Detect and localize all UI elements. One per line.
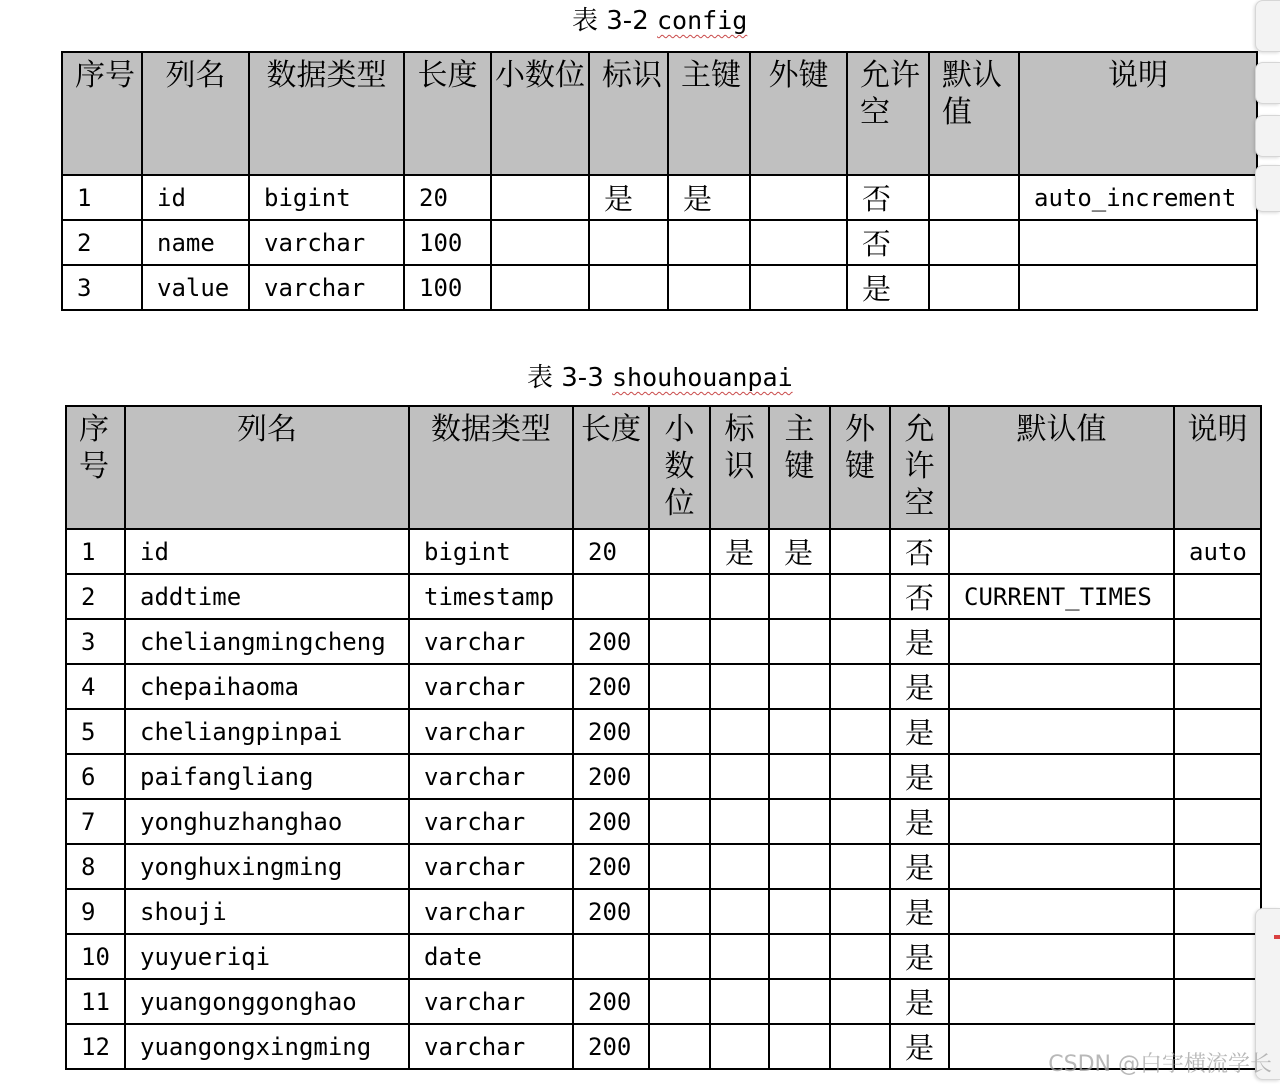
header-label: 标识 bbox=[724, 412, 755, 484]
cell-default-value bbox=[929, 265, 1019, 310]
cell-length: 200 bbox=[573, 1024, 649, 1069]
cell-data-type: bigint bbox=[409, 529, 573, 574]
table-row bbox=[62, 175, 1257, 220]
table-row bbox=[66, 754, 1261, 799]
cell-index: 11 bbox=[66, 979, 125, 1024]
config-table bbox=[61, 51, 1258, 311]
cell-primary-key: 是 bbox=[668, 175, 750, 220]
cell-nullable: 否 bbox=[847, 220, 929, 265]
header-label: 标识 bbox=[602, 58, 662, 93]
header-label: 序号 bbox=[79, 412, 109, 484]
header-label: 序号 bbox=[75, 58, 135, 93]
cell-default-value bbox=[949, 844, 1174, 889]
cell-foreign-key bbox=[830, 979, 890, 1024]
header-column-name bbox=[142, 52, 249, 175]
cell-nullable: 是 bbox=[890, 664, 949, 709]
side-tab[interactable] bbox=[1255, 0, 1280, 52]
cell-index: 3 bbox=[66, 619, 125, 664]
cell-identity bbox=[589, 265, 668, 310]
cell-identity bbox=[710, 844, 769, 889]
cell-length: 20 bbox=[404, 175, 491, 220]
cell-data-type: varchar bbox=[409, 844, 573, 889]
header-decimals bbox=[649, 406, 710, 529]
cell-nullable: 是 bbox=[890, 1024, 949, 1069]
header-data-type bbox=[409, 406, 573, 529]
cell-column-name: cheliangmingcheng bbox=[125, 619, 409, 664]
cell-default-value bbox=[949, 709, 1174, 754]
table2-caption bbox=[527, 361, 793, 395]
table-header-row bbox=[66, 406, 1261, 529]
cell-nullable: 是 bbox=[890, 619, 949, 664]
table-header-row bbox=[62, 52, 1257, 175]
cell-identity: 是 bbox=[710, 529, 769, 574]
cell-description bbox=[1174, 979, 1261, 1024]
cell-decimals bbox=[491, 265, 589, 310]
table-row bbox=[66, 619, 1261, 664]
table-row bbox=[66, 709, 1261, 754]
cell-index: 1 bbox=[66, 529, 125, 574]
header-nullable bbox=[847, 52, 929, 175]
cell-decimals bbox=[649, 709, 710, 754]
cell-default-value bbox=[949, 619, 1174, 664]
cell-primary-key bbox=[769, 934, 830, 979]
header-label: 数据类型 bbox=[266, 58, 387, 93]
cell-length: 100 bbox=[404, 220, 491, 265]
cell-default-value bbox=[949, 799, 1174, 844]
cell-length: 200 bbox=[573, 664, 649, 709]
cell-index: 3 bbox=[62, 265, 142, 310]
cell-description bbox=[1174, 664, 1261, 709]
table-row bbox=[62, 220, 1257, 265]
cell-default-value bbox=[949, 934, 1174, 979]
cell-data-type: varchar bbox=[409, 619, 573, 664]
header-label: 主键 bbox=[681, 58, 741, 93]
cell-description bbox=[1174, 574, 1261, 619]
header-identity bbox=[710, 406, 769, 529]
watermark: CSDN @白宇横流学长 bbox=[1048, 1052, 1272, 1077]
cell-decimals bbox=[649, 889, 710, 934]
table-row bbox=[66, 844, 1261, 889]
cell-nullable: 是 bbox=[890, 979, 949, 1024]
header-column-name bbox=[125, 406, 409, 529]
cell-identity bbox=[710, 574, 769, 619]
cell-nullable: 是 bbox=[890, 799, 949, 844]
side-tab[interactable] bbox=[1255, 165, 1280, 212]
cell-data-type: varchar bbox=[249, 265, 404, 310]
cell-length: 200 bbox=[573, 754, 649, 799]
header-label: 列名 bbox=[237, 412, 297, 447]
header-label: 列名 bbox=[165, 58, 226, 93]
cell-data-type: varchar bbox=[409, 979, 573, 1024]
cell-length: 200 bbox=[573, 709, 649, 754]
cell-column-name: cheliangpinpai bbox=[125, 709, 409, 754]
cell-decimals bbox=[649, 574, 710, 619]
cell-nullable: 是 bbox=[890, 709, 949, 754]
cell-primary-key bbox=[769, 799, 830, 844]
cell-decimals bbox=[649, 619, 710, 664]
cell-data-type: varchar bbox=[409, 889, 573, 934]
header-default-value bbox=[929, 52, 1019, 175]
header-data-type bbox=[249, 52, 404, 175]
cell-index: 7 bbox=[66, 799, 125, 844]
cell-data-type: varchar bbox=[409, 709, 573, 754]
header-description bbox=[1174, 406, 1261, 529]
cell-column-name: name bbox=[142, 220, 249, 265]
cell-column-name: yuangongxingming bbox=[125, 1024, 409, 1069]
cell-nullable: 否 bbox=[890, 574, 949, 619]
header-default-value bbox=[949, 406, 1174, 529]
header-foreign-key bbox=[830, 406, 890, 529]
cell-default-value bbox=[949, 529, 1174, 574]
cell-data-type: date bbox=[409, 934, 573, 979]
cell-primary-key bbox=[668, 220, 750, 265]
cell-primary-key bbox=[769, 979, 830, 1024]
header-label: 默认值 bbox=[1016, 412, 1107, 447]
cell-column-name: id bbox=[125, 529, 409, 574]
table-row bbox=[66, 529, 1261, 574]
header-label: 外键 bbox=[768, 58, 829, 93]
header-label: 主键 bbox=[784, 412, 815, 484]
cell-index: 2 bbox=[66, 574, 125, 619]
cell-identity bbox=[589, 220, 668, 265]
cell-description bbox=[1174, 709, 1261, 754]
header-description bbox=[1019, 52, 1257, 175]
table-row bbox=[66, 889, 1261, 934]
cell-identity bbox=[710, 664, 769, 709]
cell-identity bbox=[710, 619, 769, 664]
cell-length bbox=[573, 574, 649, 619]
cell-description bbox=[1019, 265, 1257, 310]
cell-column-name: yuangonggonghao bbox=[125, 979, 409, 1024]
cell-decimals bbox=[491, 175, 589, 220]
cell-column-name: shouji bbox=[125, 889, 409, 934]
cell-primary-key bbox=[769, 844, 830, 889]
cell-description: auto_increment bbox=[1019, 175, 1257, 220]
header-label: 说明 bbox=[1108, 58, 1168, 93]
cell-identity bbox=[710, 709, 769, 754]
cell-data-type: varchar bbox=[409, 664, 573, 709]
cell-foreign-key bbox=[830, 934, 890, 979]
table-row bbox=[62, 265, 1257, 310]
cell-default-value bbox=[929, 220, 1019, 265]
cell-decimals bbox=[649, 799, 710, 844]
table2-caption-label: 表 3-3 bbox=[527, 363, 604, 393]
cell-nullable: 是 bbox=[890, 889, 949, 934]
table-row bbox=[66, 799, 1261, 844]
cell-index: 4 bbox=[66, 664, 125, 709]
cell-identity bbox=[710, 1024, 769, 1069]
cell-index: 1 bbox=[62, 175, 142, 220]
cell-index: 2 bbox=[62, 220, 142, 265]
header-label: 允许空 bbox=[860, 58, 920, 130]
cell-length: 200 bbox=[573, 619, 649, 664]
side-panel-marker bbox=[1274, 935, 1280, 939]
header-foreign-key bbox=[750, 52, 847, 175]
header-label: 外键 bbox=[845, 412, 875, 484]
cell-index: 8 bbox=[66, 844, 125, 889]
cell-default-value bbox=[929, 175, 1019, 220]
cell-primary-key: 是 bbox=[769, 529, 830, 574]
cell-default-value bbox=[949, 754, 1174, 799]
cell-data-type: varchar bbox=[409, 799, 573, 844]
cell-length: 100 bbox=[404, 265, 491, 310]
cell-default-value bbox=[949, 664, 1174, 709]
table2-caption-name: shouhouanpai bbox=[612, 363, 793, 392]
cell-decimals bbox=[649, 664, 710, 709]
cell-description bbox=[1174, 934, 1261, 979]
cell-identity bbox=[710, 889, 769, 934]
cell-nullable: 是 bbox=[890, 934, 949, 979]
cell-decimals bbox=[649, 1024, 710, 1069]
table1-caption-name: config bbox=[657, 6, 748, 35]
header-primary-key bbox=[769, 406, 830, 529]
cell-primary-key bbox=[769, 889, 830, 934]
cell-nullable: 是 bbox=[847, 265, 929, 310]
cell-default-value: CURRENT_TIMES bbox=[949, 574, 1174, 619]
cell-column-name: value bbox=[142, 265, 249, 310]
header-label: 说明 bbox=[1187, 412, 1248, 447]
header-identity bbox=[589, 52, 668, 175]
cell-description bbox=[1174, 889, 1261, 934]
cell-length: 200 bbox=[573, 844, 649, 889]
table-row bbox=[66, 934, 1261, 979]
header-length bbox=[573, 406, 649, 529]
cell-primary-key bbox=[769, 619, 830, 664]
table-row bbox=[66, 664, 1261, 709]
cell-foreign-key bbox=[750, 220, 847, 265]
side-tab[interactable] bbox=[1255, 62, 1280, 104]
cell-nullable: 否 bbox=[890, 529, 949, 574]
cell-data-type: varchar bbox=[409, 1024, 573, 1069]
cell-decimals bbox=[491, 220, 589, 265]
cell-data-type: timestamp bbox=[409, 574, 573, 619]
cell-foreign-key bbox=[830, 754, 890, 799]
header-label: 数据类型 bbox=[431, 412, 551, 447]
cell-foreign-key bbox=[750, 265, 847, 310]
cell-identity bbox=[710, 934, 769, 979]
header-label: 允许空 bbox=[904, 412, 935, 521]
cell-description bbox=[1174, 619, 1261, 664]
cell-description bbox=[1174, 844, 1261, 889]
cell-nullable: 是 bbox=[890, 754, 949, 799]
cell-primary-key bbox=[769, 664, 830, 709]
cell-data-type: varchar bbox=[249, 220, 404, 265]
shouhouanpai-table bbox=[65, 405, 1262, 1070]
cell-length: 200 bbox=[573, 889, 649, 934]
cell-foreign-key bbox=[830, 889, 890, 934]
cell-description bbox=[1019, 220, 1257, 265]
cell-data-type: bigint bbox=[249, 175, 404, 220]
cell-column-name: paifangliang bbox=[125, 754, 409, 799]
cell-foreign-key bbox=[830, 799, 890, 844]
cell-foreign-key bbox=[830, 664, 890, 709]
table1-caption-label: 表 3-2 bbox=[572, 6, 649, 36]
cell-column-name: yonghuxingming bbox=[125, 844, 409, 889]
cell-decimals bbox=[649, 934, 710, 979]
cell-default-value bbox=[949, 889, 1174, 934]
cell-column-name: yonghuzhanghao bbox=[125, 799, 409, 844]
cell-description bbox=[1174, 799, 1261, 844]
cell-primary-key bbox=[769, 709, 830, 754]
cell-foreign-key bbox=[830, 1024, 890, 1069]
cell-index: 12 bbox=[66, 1024, 125, 1069]
cell-foreign-key bbox=[830, 529, 890, 574]
cell-primary-key bbox=[668, 265, 750, 310]
cell-foreign-key bbox=[830, 844, 890, 889]
header-label: 长度 bbox=[581, 412, 641, 447]
header-label: 小数位 bbox=[664, 412, 695, 521]
cell-foreign-key bbox=[830, 709, 890, 754]
cell-length: 20 bbox=[573, 529, 649, 574]
header-primary-key bbox=[668, 52, 750, 175]
header-label: 长度 bbox=[417, 58, 478, 93]
table-row bbox=[66, 574, 1261, 619]
cell-nullable: 否 bbox=[847, 175, 929, 220]
cell-default-value bbox=[949, 979, 1174, 1024]
cell-column-name: addtime bbox=[125, 574, 409, 619]
cell-length: 200 bbox=[573, 979, 649, 1024]
cell-primary-key bbox=[769, 1024, 830, 1069]
header-length bbox=[404, 52, 491, 175]
cell-foreign-key bbox=[830, 574, 890, 619]
cell-index: 10 bbox=[66, 934, 125, 979]
cell-decimals bbox=[649, 979, 710, 1024]
cell-identity: 是 bbox=[589, 175, 668, 220]
cell-foreign-key bbox=[830, 619, 890, 664]
header-label: 默认值 bbox=[942, 58, 1002, 130]
table1-caption bbox=[572, 4, 747, 38]
cell-index: 5 bbox=[66, 709, 125, 754]
cell-identity bbox=[710, 754, 769, 799]
cell-description bbox=[1174, 754, 1261, 799]
cell-identity bbox=[710, 799, 769, 844]
cell-decimals bbox=[649, 754, 710, 799]
cell-column-name: id bbox=[142, 175, 249, 220]
cell-decimals bbox=[649, 529, 710, 574]
cell-index: 6 bbox=[66, 754, 125, 799]
cell-column-name: yuyueriqi bbox=[125, 934, 409, 979]
cell-index: 9 bbox=[66, 889, 125, 934]
side-tab[interactable] bbox=[1255, 115, 1280, 157]
cell-length bbox=[573, 934, 649, 979]
header-nullable bbox=[890, 406, 949, 529]
cell-foreign-key bbox=[750, 175, 847, 220]
cell-primary-key bbox=[769, 574, 830, 619]
cell-primary-key bbox=[769, 754, 830, 799]
cell-description: auto bbox=[1174, 529, 1261, 574]
header-index bbox=[66, 406, 125, 529]
cell-column-name: chepaihaoma bbox=[125, 664, 409, 709]
header-index bbox=[62, 52, 142, 175]
table-row bbox=[66, 979, 1261, 1024]
cell-identity bbox=[710, 979, 769, 1024]
header-decimals bbox=[491, 52, 589, 175]
cell-nullable: 是 bbox=[890, 844, 949, 889]
cell-data-type: varchar bbox=[409, 754, 573, 799]
header-label: 小数位 bbox=[495, 58, 585, 93]
cell-decimals bbox=[649, 844, 710, 889]
cell-length: 200 bbox=[573, 799, 649, 844]
